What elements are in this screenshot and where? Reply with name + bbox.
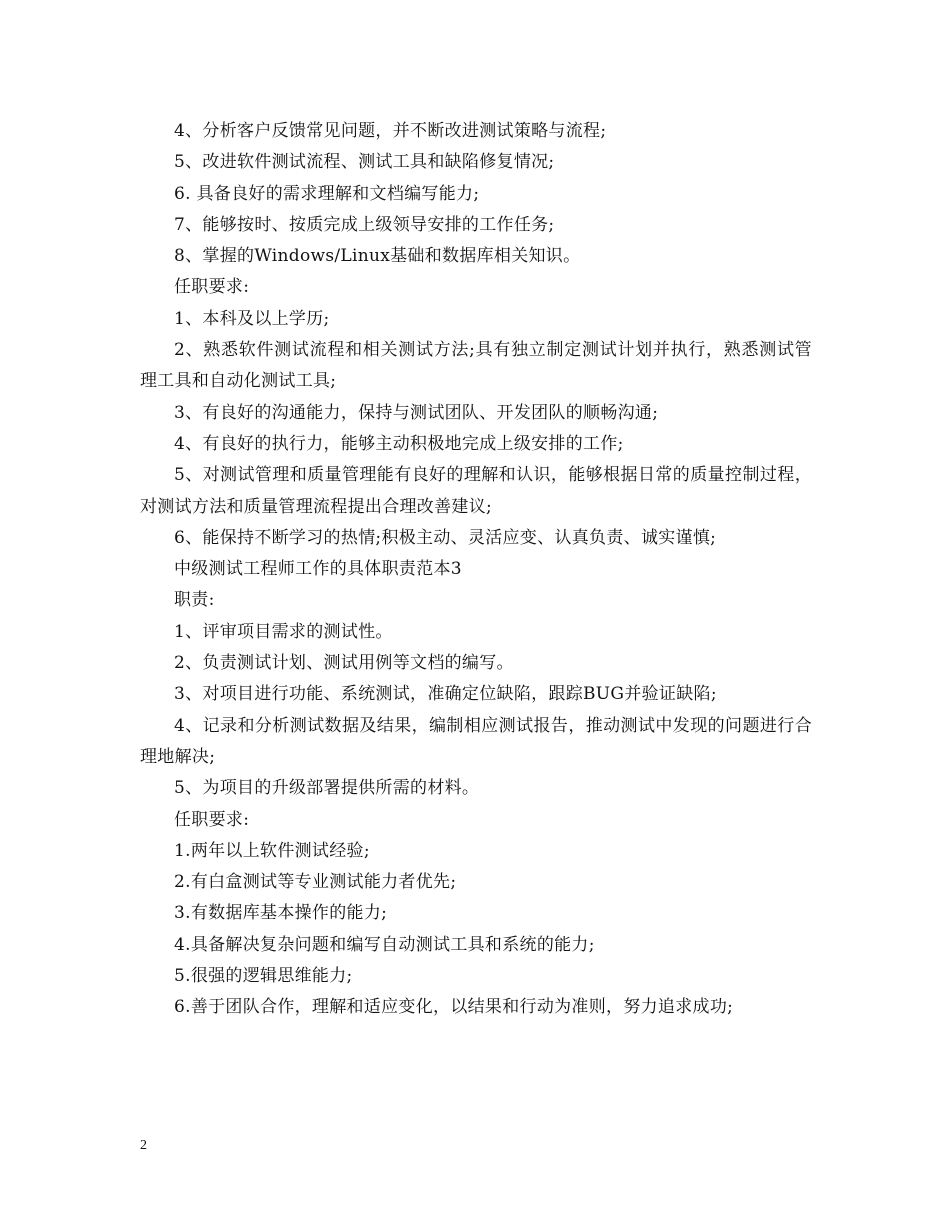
paragraph: 5、改进软件测试流程、测试工具和缺陷修复情况;	[174, 152, 555, 173]
section-heading: 职责:	[174, 590, 215, 611]
paragraph: 8、掌握的Windows/Linux基础和数据库相关知识。	[174, 246, 581, 267]
section-heading: 任职要求:	[174, 277, 250, 298]
paragraph: 4、有良好的执行力，能够主动积极地完成上级安排的工作;	[174, 433, 624, 454]
page-number: 2	[140, 1138, 147, 1153]
paragraph: 1、评审项目需求的测试性。	[174, 621, 393, 642]
paragraph: 1、本科及以上学历;	[174, 308, 330, 329]
section-title: 中级测试工程师工作的具体职责范本3	[174, 559, 462, 580]
paragraph: 5、对测试管理和质量管理能有良好的理解和认识，能够根据日常的质量控制过程，对测试方法和质量管理流程提出合理改善建议;	[140, 465, 812, 517]
paragraph: 2、熟悉软件测试流程和相关测试方法;具有独立制定测试计划并执行，熟悉测试管理工具和自动化测试工具;	[140, 340, 812, 392]
paragraph: 2.有白盒测试等专业测试能力者优先;	[174, 872, 457, 893]
paragraph: 7、能够按时、按质完成上级领导安排的工作任务;	[174, 214, 555, 235]
paragraph: 6. 具备良好的需求理解和文档编写能力;	[174, 183, 480, 204]
paragraph: 4、分析客户反馈常见问题，并不断改进测试策略与流程;	[174, 121, 607, 141]
paragraph: 3.有数据库基本操作的能力;	[174, 903, 388, 924]
paragraph: 2、负责测试计划、测试用例等文档的编写。	[174, 653, 514, 674]
document-body	[140, 116, 812, 1024]
paragraph: 3、有良好的沟通能力，保持与测试团队、开发团队的顺畅沟通;	[174, 402, 659, 423]
section-heading: 任职要求:	[174, 809, 250, 830]
paragraph: 3、对项目进行功能、系统测试，准确定位缺陷，跟踪BUG并验证缺陷;	[174, 684, 717, 705]
paragraph: 5、为项目的升级部署提供所需的材料。	[174, 778, 480, 799]
paragraph: 1.两年以上软件测试经验;	[174, 840, 370, 861]
paragraph: 4.具备解决复杂问题和编写自动测试工具和系统的能力;	[174, 934, 595, 955]
paragraph: 6.善于团队合作，理解和适应变化，以结果和行动为准则，努力追求成功;	[174, 997, 734, 1018]
paragraph: 6、能保持不断学习的热情;积极主动、灵活应变、认真负责、诚实谨慎;	[174, 527, 717, 548]
paragraph: 5.很强的逻辑思维能力;	[174, 966, 353, 987]
paragraph: 4、记录和分析测试数据及结果，编制相应测试报告，推动测试中发现的问题进行合理地解决;	[140, 715, 812, 767]
